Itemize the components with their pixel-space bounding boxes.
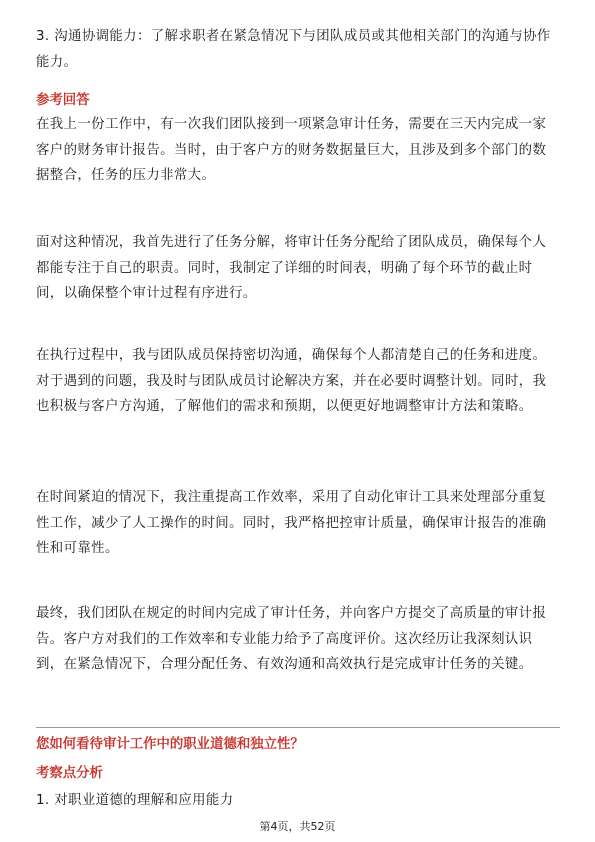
answer-paragraph-2: 面对这种情况，我首先进行了任务分解，将审计任务分配给了团队成员，确保每个人都能专注于自己的职责。同时，我制定了详细的时间表，明确了每个环节的截止时间，以确保整个审计过程有序进行。 bbox=[36, 235, 547, 301]
criterion-item-3: 3. 沟通协调能力：了解求职者在紧急情况下与团队成员或其他相关部门的沟通与协作能力。 bbox=[36, 29, 551, 70]
answer-paragraph-1: 在我上一份工作中，有一次我们团队接到一项紧急审计任务，需要在三天内完成一家客户的财务审计报告。当时，由于客户方的财务数据量巨大，且涉及到多个部门的数据整合，任务的压力非常大。 bbox=[36, 117, 547, 183]
answer-paragraph-3: 在执行过程中，我与团队成员保持密切沟通，确保每个人都清楚自己的任务和进度。对于遇到的问题，我及时与团队成员讨论解决方案，并在必要时调整计划。同时，我也积极与客户方沟通，了解他们的需求和预期，以便更好地调整审计方法和策略。 bbox=[36, 348, 547, 414]
reference-answer-heading: 参考回答 bbox=[36, 93, 90, 108]
question-title: 您如何看待审计工作中的职业道德和独立性？ bbox=[36, 737, 304, 752]
section-divider bbox=[36, 727, 560, 728]
analysis-item-1: 1. 对职业道德的理解和应用能力 bbox=[36, 793, 234, 808]
analysis-heading: 考察点分析 bbox=[36, 766, 103, 781]
answer-paragraph-5: 最终，我们团队在规定的时间内完成了审计任务，并向客户方提交了高质量的审计报告。客户方对我们的工作效率和专业能力给予了高度评价。这次经历让我深刻认识到，在紧急情况下，合理分配任务、有效沟通和高效执行是完成审计任务的关键。 bbox=[36, 606, 547, 672]
answer-paragraph-4: 在时间紧迫的情况下，我注重提高工作效率，采用了自动化审计工具来处理部分重复性工作，减少了人工操作的时间。同时，我严格把控审计质量，确保审计报告的准确性和可靠性。 bbox=[36, 490, 547, 556]
page-number: 第4页，共52页 bbox=[259, 820, 336, 833]
